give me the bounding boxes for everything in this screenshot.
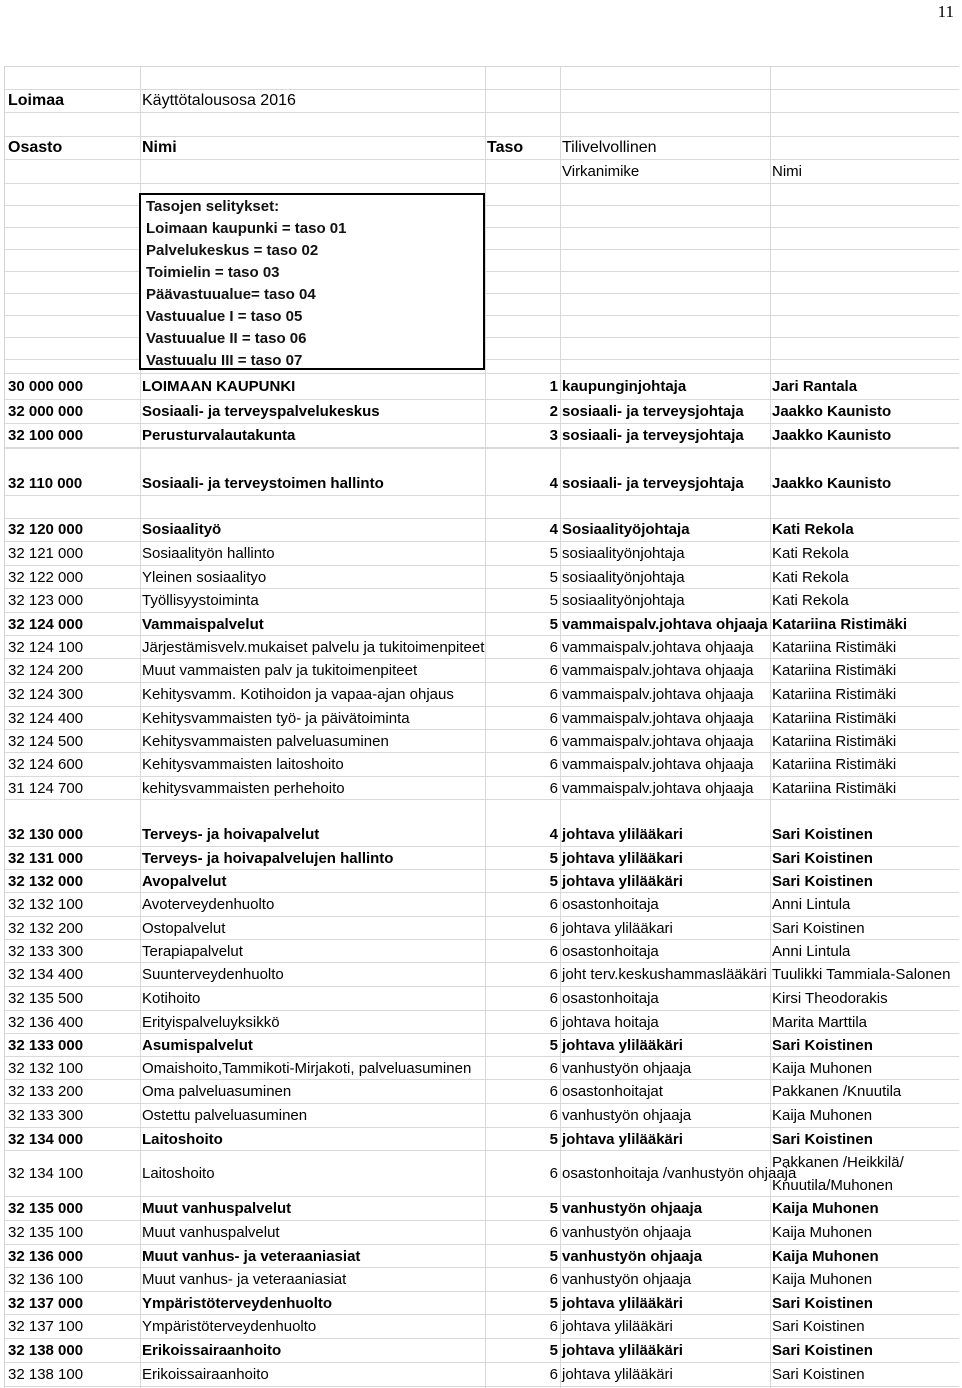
virkanimike: sosiaalityönjohtaja xyxy=(562,545,685,562)
legend-line: Palvelukeskus = taso 02 xyxy=(146,242,319,259)
virkanimike: vammaispalv.johtava ohjaaja xyxy=(562,709,754,727)
table-row xyxy=(5,1034,959,1057)
osasto-name: Muut vanhus- ja veteraaniasiat xyxy=(142,1271,347,1288)
osasto-name: Muut vanhuspalvelut xyxy=(142,1224,280,1241)
person-name: Jari Rantala xyxy=(772,378,858,395)
taso-level: 6 xyxy=(549,1107,558,1124)
person-name: Jaakko Kaunisto xyxy=(772,427,892,444)
person-name: Katariina Ristimäki xyxy=(772,779,897,797)
virkanimike: sosiaalityönjohtaja xyxy=(562,568,685,586)
virkanimike: johtava ylilääkäri xyxy=(562,1130,683,1148)
col-header-taso: Taso xyxy=(487,139,524,156)
osasto-code: 32 132 000 xyxy=(8,872,84,890)
table-row xyxy=(5,659,959,683)
osasto-name: LOIMAAN KAUPUNKI xyxy=(142,378,296,395)
table-row xyxy=(5,400,959,424)
person-name: Kaija Muhonen xyxy=(772,1247,879,1265)
virkanimike: vammaispalv.johtava ohjaaja xyxy=(562,756,754,773)
person-name-line2: Knuutila/Muhonen xyxy=(772,1176,893,1194)
virkanimike: sosiaali- ja terveysjohtaja xyxy=(562,403,744,420)
person-name: Pakkanen /Knuutila xyxy=(772,1083,902,1100)
virkanimike: osastonhoitaja xyxy=(562,990,659,1007)
table-row xyxy=(5,940,959,963)
osasto-name: Yleinen sosiaalityo xyxy=(142,568,267,586)
table-row xyxy=(5,1245,959,1268)
person-name: Katariina Ristimäki xyxy=(772,638,897,656)
osasto-code: 32 121 000 xyxy=(8,545,84,562)
osasto-name: Ostopalvelut xyxy=(142,919,226,937)
person-name: Kaija Muhonen xyxy=(772,1200,879,1217)
org-name: Loimaa xyxy=(8,92,65,109)
osasto-name: Kotihoito xyxy=(142,990,201,1007)
osasto-code: 32 133 200 xyxy=(8,1083,84,1100)
osasto-name: Sosiaalityön hallinto xyxy=(142,545,275,562)
osasto-code: 31 124 700 xyxy=(8,779,84,797)
taso-level: 6 xyxy=(549,966,558,983)
table-row xyxy=(5,823,959,847)
osasto-code: 32 137 000 xyxy=(8,1294,84,1312)
osasto-name: Perusturvalautakunta xyxy=(142,427,296,444)
person-name: Katariina Ristimäki xyxy=(772,615,908,633)
osasto-name: Kehitysvammaisten laitoshoito xyxy=(142,756,344,773)
table-row xyxy=(5,472,959,496)
virkanimike: johtava ylilääkari xyxy=(562,849,683,867)
taso-level: 5 xyxy=(549,1294,558,1312)
person-name: Sari Koistinen xyxy=(772,1342,873,1359)
person-name: Sari Koistinen xyxy=(772,872,873,890)
virkanimike: sosiaalityönjohtaja xyxy=(562,592,685,609)
legend-line: Toimielin = taso 03 xyxy=(146,264,280,281)
taso-level: 5 xyxy=(549,592,558,609)
person-name: Kati Rekola xyxy=(772,592,849,609)
taso-level: 6 xyxy=(549,1318,558,1335)
table-row xyxy=(5,753,959,777)
osasto-name: Kehitysvamm. Kotihoidon ja vapaa-ajan ohjaus xyxy=(142,686,454,703)
person-name: Marita Marttila xyxy=(772,1013,868,1031)
taso-level: 5 xyxy=(549,1130,558,1148)
osasto-code: 30 000 000 xyxy=(8,378,84,395)
taso-level: 4 xyxy=(549,521,558,538)
person-name: Katariina Ristimäki xyxy=(772,686,897,703)
taso-level: 6 xyxy=(549,1271,558,1288)
osasto-name: Kehitysvammaisten palveluasuminen xyxy=(142,732,389,750)
taso-level: 3 xyxy=(549,427,558,444)
virkanimike: osastonhoitaja xyxy=(562,896,659,913)
taso-level: 1 xyxy=(549,378,558,395)
legend-line: Vastuualue I = taso 05 xyxy=(146,308,303,325)
person-name: Sari Koistinen xyxy=(772,1318,865,1335)
taso-level: 6 xyxy=(549,1059,558,1077)
table-row xyxy=(5,963,959,987)
osasto-name: Suunterveydenhuolto xyxy=(142,966,284,983)
taso-level: 5 xyxy=(549,1342,558,1359)
osasto-name: Sosiaali- ja terveyspalvelukeskus xyxy=(142,403,380,420)
osasto-code: 32 132 100 xyxy=(8,1059,84,1077)
table-row xyxy=(5,893,959,917)
person-name: Jaakko Kaunisto xyxy=(772,475,892,492)
table-row xyxy=(5,566,959,589)
person-name: Sari Koistinen xyxy=(772,1036,873,1054)
person-name: Pakkanen /Heikkilä/ xyxy=(772,1153,904,1171)
osasto-code: 32 120 000 xyxy=(8,521,84,538)
virkanimike: johtava ylilääkäri xyxy=(562,1342,683,1359)
person-name: Katariina Ristimäki xyxy=(772,662,897,679)
osasto-name: Ympäristöterveydenhuolto xyxy=(142,1318,317,1335)
osasto-code: 32 135 100 xyxy=(8,1224,84,1241)
osasto-code: 32 000 000 xyxy=(8,403,84,420)
person-name: Katariina Ristimäki xyxy=(772,756,897,773)
virkanimike: vanhustyön ohjaaja xyxy=(562,1200,703,1217)
person-name: Anni Lintula xyxy=(772,896,851,913)
osasto-name: Ympäristöterveydenhuolto xyxy=(142,1294,333,1312)
taso-level: 6 xyxy=(549,638,558,656)
table-row xyxy=(5,589,959,613)
legend-line: Päävastuualue= taso 04 xyxy=(146,286,316,303)
table-row xyxy=(5,707,959,730)
osasto-name: Työllisyystoiminta xyxy=(142,592,259,609)
virkanimike: johtava ylilääkäri xyxy=(562,1036,683,1054)
blank-row xyxy=(5,113,959,137)
virkanimike: vammaispalv.johtava ohjaaja xyxy=(562,779,754,797)
virkanimike: sosiaali- ja terveysjohtaja xyxy=(562,427,744,444)
taso-level: 6 xyxy=(549,779,558,797)
osasto-code: 32 134 000 xyxy=(8,1130,84,1148)
taso-level: 4 xyxy=(549,475,558,492)
osasto-code: 32 124 000 xyxy=(8,615,84,633)
spreadsheet xyxy=(4,66,959,1388)
legend-line: Vastuualue II = taso 06 xyxy=(146,330,307,347)
table-row xyxy=(5,1128,959,1151)
virkanimike: Sosiaalityöjohtaja xyxy=(562,521,690,538)
table-row xyxy=(5,1057,959,1080)
col-header-osasto: Osasto xyxy=(8,139,63,156)
virkanimike: vanhustyön ohjaaja xyxy=(562,1271,692,1288)
osasto-code: 32 130 000 xyxy=(8,826,84,843)
osasto-name: Avoterveydenhuolto xyxy=(142,896,275,913)
osasto-name: Vammaispalvelut xyxy=(142,615,264,633)
virkanimike: osastonhoitajat xyxy=(562,1083,663,1100)
table-row xyxy=(5,1363,959,1387)
osasto-code: 32 133 300 xyxy=(8,1107,84,1124)
taso-level: 5 xyxy=(549,568,558,586)
taso-level: 6 xyxy=(549,1165,558,1182)
osasto-name: Oma palveluasuminen xyxy=(142,1083,292,1100)
osasto-name: Terveys- ja hoivapalvelujen hallinto xyxy=(142,849,394,867)
table-row xyxy=(5,777,959,800)
page-number: 11 xyxy=(937,2,954,21)
osasto-name: Muut vanhus- ja veteraaniasiat xyxy=(142,1247,361,1265)
col-header-tilivelvollinen: Tilivelvollinen xyxy=(562,139,657,156)
table-row xyxy=(5,374,959,400)
virkanimike: vanhustyön ohjaaja xyxy=(562,1224,692,1241)
table-row xyxy=(5,1292,959,1315)
table-row xyxy=(5,1221,959,1245)
taso-level: 5 xyxy=(549,545,558,562)
osasto-code: 32 122 000 xyxy=(8,568,84,586)
person-name: Anni Lintula xyxy=(772,942,851,960)
person-name: Kaija Muhonen xyxy=(772,1107,873,1124)
document-title: Käyttötalousosa 2016 xyxy=(142,92,296,109)
virkanimike: osastonhoitaja /vanhustyön ohjaaja xyxy=(562,1165,797,1182)
osasto-name: Terapiapalvelut xyxy=(142,942,243,960)
virkanimike: vanhustyön ohjaaja xyxy=(562,1247,703,1265)
person-name: Kirsi Theodorakis xyxy=(772,990,888,1007)
table-row xyxy=(5,518,959,542)
osasto-code: 32 137 100 xyxy=(8,1318,84,1335)
osasto-code: 32 136 400 xyxy=(8,1013,84,1031)
subhead-row xyxy=(5,160,959,184)
osasto-name: kehitysvammaisten perhehoito xyxy=(142,779,345,797)
osasto-name: Avopalvelut xyxy=(142,872,227,890)
osasto-name: Laitoshoito xyxy=(142,1165,215,1182)
taso-level: 5 xyxy=(549,1247,558,1265)
person-name: Tuulikki Tammiala-Salonen xyxy=(772,966,951,983)
osasto-code: 32 136 100 xyxy=(8,1271,84,1288)
taso-level: 2 xyxy=(549,403,558,420)
taso-level: 6 xyxy=(549,990,558,1007)
virkanimike: johtava ylilääkäri xyxy=(562,1294,683,1312)
table-row xyxy=(5,613,959,636)
taso-level: 6 xyxy=(549,1224,558,1241)
osasto-name: Sosiaali- ja terveystoimen hallinto xyxy=(142,475,384,492)
osasto-code: 32 124 500 xyxy=(8,732,84,750)
table-row xyxy=(5,542,959,566)
col-header-virkanimike: Virkanimike xyxy=(562,163,640,180)
taso-level: 6 xyxy=(549,732,558,750)
virkanimike: vanhustyön ohjaaja xyxy=(562,1059,692,1077)
person-name: Sari Koistinen xyxy=(772,849,873,867)
table-row xyxy=(5,1104,959,1128)
virkanimike: vammaispalv.johtava ohjaaja xyxy=(562,732,754,750)
osasto-code: 32 110 000 xyxy=(8,475,83,492)
osasto-name: Asumispalvelut xyxy=(142,1036,253,1054)
person-name-cell xyxy=(772,1151,962,1196)
person-name: Kati Rekola xyxy=(772,568,849,586)
osasto-code: 32 124 300 xyxy=(8,686,84,703)
person-name: Sari Koistinen xyxy=(772,1294,873,1312)
person-name: Kati Rekola xyxy=(772,521,854,538)
osasto-code: 32 138 100 xyxy=(8,1366,84,1383)
table-row xyxy=(5,1151,959,1197)
osasto-code: 32 124 200 xyxy=(8,662,84,679)
table-row xyxy=(5,1268,959,1292)
person-name: Sari Koistinen xyxy=(772,826,873,843)
taso-level: 5 xyxy=(549,872,558,890)
level-legend-box xyxy=(139,193,485,370)
virkanimike: johtava ylilääkäri xyxy=(562,1318,673,1335)
table-row xyxy=(5,730,959,753)
virkanimike: johtava ylilääkari xyxy=(562,826,683,843)
osasto-name: Järjestämisvelv.mukaiset palvelu ja tukitoimenpiteet xyxy=(142,638,485,656)
osasto-name: Kehitysvammaisten työ- ja päivätoiminta xyxy=(142,709,410,727)
taso-level: 6 xyxy=(549,709,558,727)
osasto-name: Terveys- ja hoivapalvelut xyxy=(142,826,320,843)
legend-title: Tasojen selitykset: xyxy=(146,198,280,215)
osasto-code: 32 123 000 xyxy=(8,592,84,609)
osasto-code: 32 133 300 xyxy=(8,942,84,960)
osasto-code: 32 132 200 xyxy=(8,919,84,937)
osasto-code: 32 133 000 xyxy=(8,1036,84,1054)
taso-level: 5 xyxy=(549,1200,558,1217)
osasto-name: Laitoshoito xyxy=(142,1130,223,1148)
osasto-name: Muut vammaisten palv ja tukitoimenpiteet xyxy=(142,662,418,679)
virkanimike: vanhustyön ohjaaja xyxy=(562,1107,692,1124)
person-name: Katariina Ristimäki xyxy=(772,732,897,750)
osasto-name: Omaishoito,Tammikoti-Mirjakoti, palveluasuminen xyxy=(142,1059,472,1077)
osasto-code: 32 124 400 xyxy=(8,709,84,727)
blank-row xyxy=(5,496,959,519)
taso-level: 5 xyxy=(549,849,558,867)
virkanimike: vammaispalv.johtava ohjaaja xyxy=(562,638,754,656)
virkanimike: osastonhoitaja xyxy=(562,942,659,960)
taso-level: 6 xyxy=(549,1013,558,1031)
table-row xyxy=(5,870,959,893)
person-name: Sari Koistinen xyxy=(772,1130,873,1148)
virkanimike: sosiaali- ja terveysjohtaja xyxy=(562,475,744,492)
osasto-code: 32 124 600 xyxy=(8,756,84,773)
virkanimike: johtava ylilääkari xyxy=(562,919,673,937)
taso-level: 6 xyxy=(549,662,558,679)
virkanimike: johtava hoitaja xyxy=(562,1013,659,1031)
osasto-code: 32 136 000 xyxy=(8,1247,84,1265)
osasto-code: 32 124 100 xyxy=(8,638,84,656)
osasto-name: Sosiaalityö xyxy=(142,521,222,538)
taso-level: 5 xyxy=(549,615,558,633)
virkanimike: vammaispalv.johtava ohjaaja xyxy=(562,662,754,679)
taso-level: 6 xyxy=(549,919,558,937)
osasto-name: Erikoissairaanhoito xyxy=(142,1342,282,1359)
osasto-code: 32 100 000 xyxy=(8,427,84,444)
table-row xyxy=(5,1339,959,1363)
colhead-row xyxy=(5,137,959,160)
osasto-name: Ostettu palveluasuminen xyxy=(142,1107,308,1124)
person-name: Kati Rekola xyxy=(772,545,849,562)
table-row xyxy=(5,917,959,940)
taso-level: 6 xyxy=(549,896,558,913)
virkanimike: johtava ylilääkäri xyxy=(562,872,683,890)
osasto-code: 32 134 400 xyxy=(8,966,84,983)
table-row xyxy=(5,424,959,448)
virkanimike: vammaispalv.johtava ohjaaja xyxy=(562,686,754,703)
table-row xyxy=(5,683,959,707)
osasto-code: 32 131 000 xyxy=(8,849,84,867)
table-row xyxy=(5,1080,959,1104)
person-name: Sari Koistinen xyxy=(772,1366,865,1383)
taso-level: 4 xyxy=(549,826,558,843)
taso-level: 6 xyxy=(549,1083,558,1100)
osasto-code: 32 138 000 xyxy=(8,1342,84,1359)
osasto-name: Muut vanhuspalvelut xyxy=(142,1200,292,1217)
taso-level: 5 xyxy=(549,1036,558,1054)
osasto-name: Erityispalveluyksikkö xyxy=(142,1013,280,1031)
person-name: Jaakko Kaunisto xyxy=(772,403,892,420)
person-name: Kaija Muhonen xyxy=(772,1059,873,1077)
legend-line: Vastuualu III = taso 07 xyxy=(146,352,303,369)
table-row xyxy=(5,1315,959,1339)
taso-level: 6 xyxy=(549,686,558,703)
table-row xyxy=(5,847,959,870)
osasto-name: Erikoissairaanhoito xyxy=(142,1366,269,1383)
col-header-nimi-person: Nimi xyxy=(772,163,802,180)
taso-level: 6 xyxy=(549,942,558,960)
table-row xyxy=(5,987,959,1011)
virkanimike: joht terv.keskushammaslääkäri xyxy=(562,966,767,983)
person-name: Sari Koistinen xyxy=(772,919,865,937)
osasto-code: 32 134 100 xyxy=(8,1165,84,1182)
col-header-nimi: Nimi xyxy=(142,139,177,156)
blank-row xyxy=(5,67,959,90)
title-row xyxy=(5,90,959,113)
osasto-code: 32 132 100 xyxy=(8,896,84,913)
virkanimike: kaupunginjohtaja xyxy=(562,378,687,395)
person-name: Kaija Muhonen xyxy=(772,1224,873,1241)
person-name: Katariina Ristimäki xyxy=(772,709,897,727)
osasto-code: 32 135 000 xyxy=(8,1200,84,1217)
taso-level: 6 xyxy=(549,1366,558,1383)
legend-line: Loimaan kaupunki = taso 01 xyxy=(146,220,347,237)
table-row xyxy=(5,1197,959,1221)
table-row xyxy=(5,1011,959,1034)
person-name: Kaija Muhonen xyxy=(772,1271,873,1288)
virkanimike: johtava ylilääkäri xyxy=(562,1366,673,1383)
osasto-code: 32 135 500 xyxy=(8,990,84,1007)
taso-level: 6 xyxy=(549,756,558,773)
table-row xyxy=(5,636,959,659)
virkanimike: vammaispalv.johtava ohjaaja xyxy=(562,615,768,633)
